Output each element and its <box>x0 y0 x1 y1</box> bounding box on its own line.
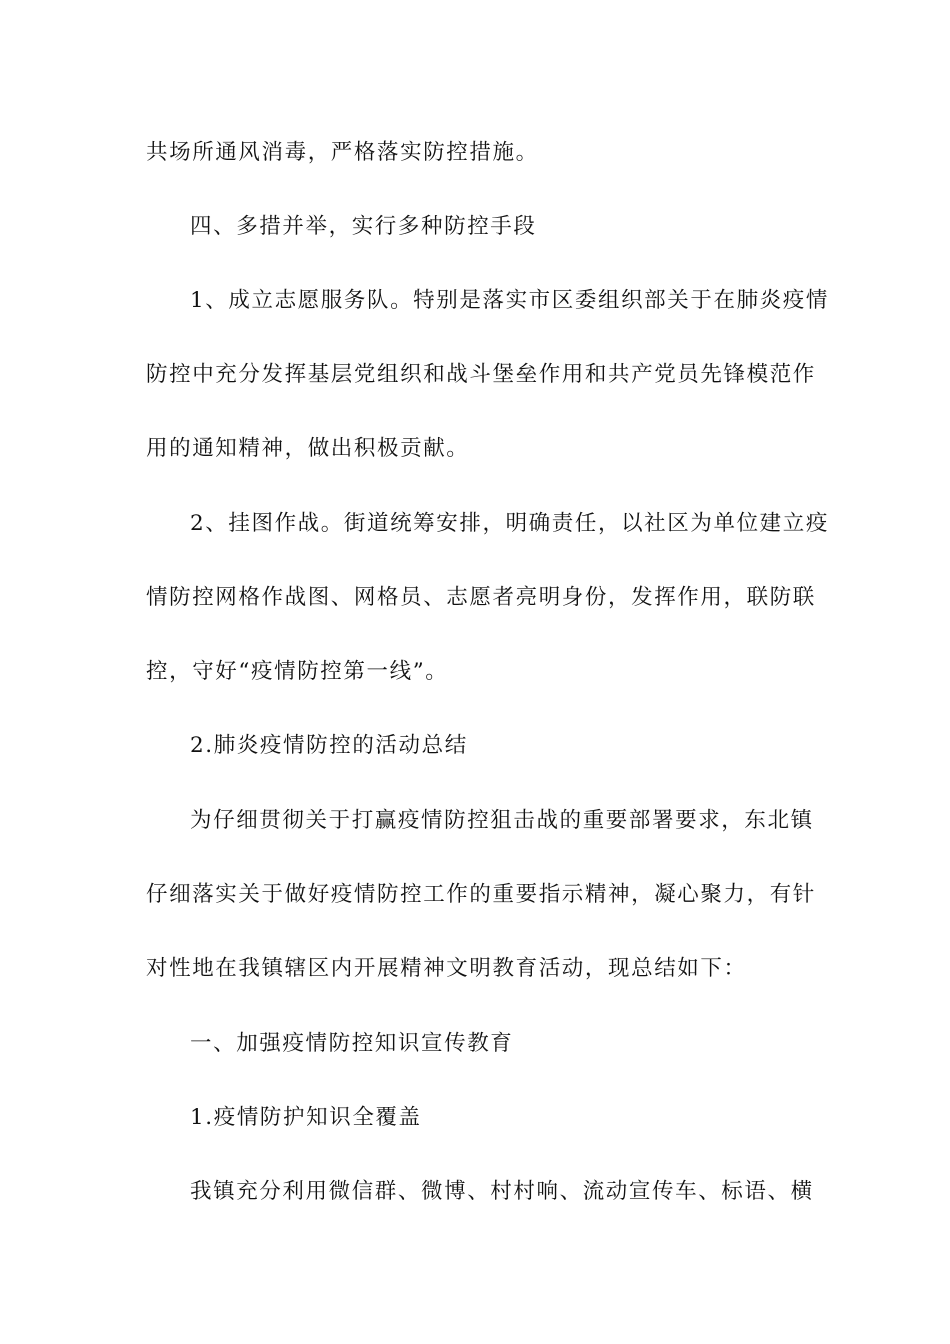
text-line: 用的通知精神，做出积极贡献。 <box>146 436 470 461</box>
text-line: 我镇充分利用微信群、微博、村村响、流动宣传车、标语、横 <box>190 1179 814 1204</box>
section-heading: 2.肺炎疫情防控的活动总结 <box>190 733 468 758</box>
text-line: 对性地在我镇辖区内开展精神文明教育活动，现总结如下： <box>146 956 747 981</box>
text-line: 防控中充分发挥基层党组织和战斗堡垒作用和共产党员先锋模范作 <box>146 362 816 387</box>
text-line: 情防控网格作战图、网格员、志愿者亮明身份，发挥作用，联防联 <box>146 585 816 610</box>
subsection-heading: 1.疫情防护知识全覆盖 <box>190 1105 422 1130</box>
text-line: 为仔细贯彻关于打赢疫情防控狙击战的重要部署要求，东北镇 <box>190 808 814 833</box>
text-line: 控，守好“疫情防控第一线”。 <box>146 659 449 684</box>
section-heading: 四、多措并举，实行多种防控手段 <box>190 214 537 239</box>
text-line: 2、挂图作战。街道统筹安排，明确责任，以社区为单位建立疫 <box>190 511 829 536</box>
section-heading: 一、加强疫情防控知识宣传教育 <box>190 1031 514 1056</box>
text-line: 共场所通风消毒，严格落实防控措施。 <box>146 140 539 165</box>
text-line: 仔细落实关于做好疫情防控工作的重要指示精神，凝心聚力，有针 <box>146 882 816 907</box>
text-line: 1、成立志愿服务队。特别是落实市区委组织部关于在肺炎疫情 <box>190 288 829 313</box>
